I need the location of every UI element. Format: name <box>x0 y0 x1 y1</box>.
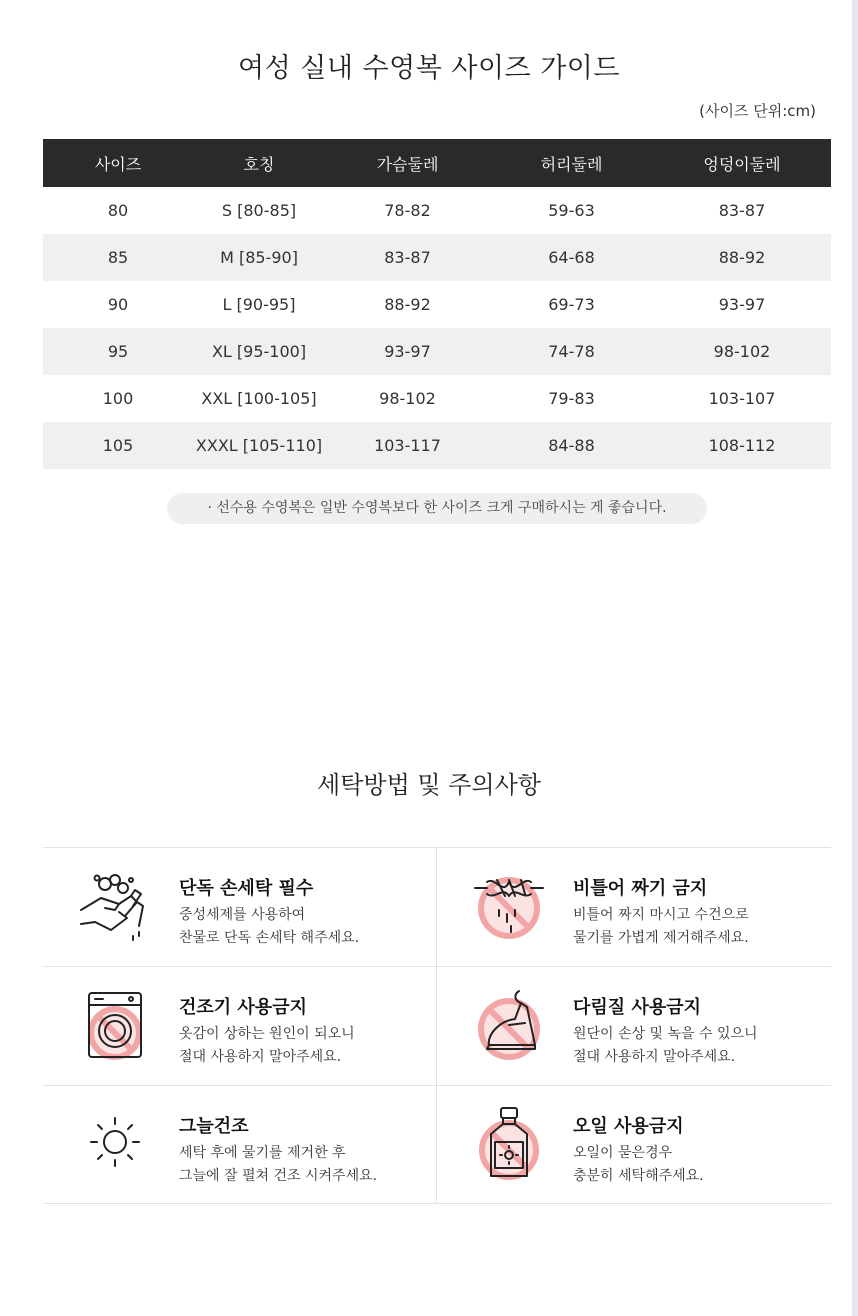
cell-bust: 88-92 <box>384 295 431 314</box>
care-description-line: 찬물로 단독 손세탁 해주세요. <box>179 930 360 946</box>
header-hip: 엉덩이둘레 <box>653 139 831 187</box>
care-description-line: 절대 사용하지 말아주세요. <box>573 1049 736 1065</box>
care-description-line: 옷감이 상하는 원인이 되오니 <box>179 1026 355 1042</box>
care-description <box>179 1023 429 1069</box>
header-bust: 가슴둘레 <box>325 139 490 187</box>
cell-label: L [90-95] <box>222 295 296 314</box>
care-description-line: 비틀어 짜지 마시고 수건으로 <box>573 907 749 923</box>
hand-wash-icon <box>75 866 155 946</box>
care-item-no-iron <box>437 967 830 1085</box>
cell-size: 90 <box>107 295 129 314</box>
care-grid <box>43 847 831 1204</box>
cell-label: XL [95-100] <box>193 328 325 375</box>
cell-size: 85 <box>43 234 193 281</box>
cell-bust: 83-87 <box>325 234 490 281</box>
cell-label: XXXL [105-110] <box>193 422 325 469</box>
header-size: 사이즈 <box>43 139 193 187</box>
care-description <box>573 1023 823 1069</box>
care-description-line: 그늘에 잘 펼쳐 건조 시켜주세요. <box>179 1168 378 1184</box>
care-heading: 오일 사용금지 <box>573 1116 684 1137</box>
page-edge <box>852 0 858 1316</box>
cell-waist: 64-68 <box>490 234 653 281</box>
cell-size: 105 <box>43 422 193 469</box>
table-row <box>43 328 831 375</box>
care-heading: 비틀어 짜기 금지 <box>573 878 708 899</box>
cell-label: XXL [100-105] <box>201 389 317 408</box>
cell-bust: 98-102 <box>379 389 436 408</box>
cell-waist: 79-83 <box>548 389 595 408</box>
table-row <box>43 187 831 234</box>
cell-hip: 88-92 <box>653 234 831 281</box>
care-description-line: 오일이 묻은경우 <box>573 1145 673 1161</box>
cell-label: M [85-90] <box>193 234 325 281</box>
care-description-line: 절대 사용하지 말아주세요. <box>179 1049 342 1065</box>
care-description <box>179 1142 429 1188</box>
table-row <box>43 422 831 469</box>
care-item-shade-dry <box>43 1086 436 1204</box>
cell-waist: 69-73 <box>548 295 595 314</box>
no-wring-icon <box>469 866 549 946</box>
size-tip: · 선수용 수영복은 일반 수영복보다 한 사이즈 크게 구매하시는 게 좋습니다. <box>167 493 707 524</box>
cell-bust: 78-82 <box>384 201 431 220</box>
size-table <box>43 139 831 469</box>
cell-hip: 108-112 <box>653 422 831 469</box>
care-heading: 그늘건조 <box>179 1116 249 1137</box>
care-item-hand-wash <box>43 848 436 966</box>
care-description-line: 충분히 세탁해주세요. <box>573 1168 704 1184</box>
header-label: 호칭 <box>193 139 325 187</box>
cell-size: 100 <box>102 389 134 408</box>
cell-bust: 93-97 <box>325 328 490 375</box>
care-description-line: 세탁 후에 물기를 제거한 후 <box>179 1145 346 1161</box>
care-description <box>573 1142 823 1188</box>
cell-waist: 74-78 <box>490 328 653 375</box>
no-iron-icon <box>469 985 549 1065</box>
cell-hip: 98-102 <box>653 328 831 375</box>
care-item-no-dryer <box>43 967 436 1085</box>
care-heading: 건조기 사용금지 <box>179 997 307 1018</box>
care-description-line: 중성세제를 사용하여 <box>179 907 306 923</box>
cell-size: 80 <box>107 201 129 220</box>
table-row <box>43 281 831 328</box>
table-row <box>43 375 831 422</box>
cell-hip: 83-87 <box>718 201 766 220</box>
care-heading: 다림질 사용금지 <box>573 997 701 1018</box>
care-description-line: 원단이 손상 및 녹을 수 있으니 <box>573 1026 758 1042</box>
care-description <box>573 904 823 950</box>
care-item-no-wring <box>437 848 830 966</box>
care-title: 세탁방법 및 주의사항 <box>317 771 541 799</box>
cell-label: S [80-85] <box>221 201 297 220</box>
table-row <box>43 234 831 281</box>
cell-hip: 93-97 <box>718 295 766 314</box>
no-oil-icon <box>469 1104 549 1184</box>
shade-dry-icon <box>75 1104 155 1184</box>
cell-waist: 59-63 <box>548 201 595 220</box>
header-waist: 허리둘레 <box>490 139 653 187</box>
no-dryer-icon <box>75 985 155 1065</box>
care-description-line: 물기를 가볍게 제거해주세요. <box>573 930 749 946</box>
care-item-no-oil <box>437 1086 830 1204</box>
cell-bust: 103-117 <box>325 422 490 469</box>
cell-size: 95 <box>43 328 193 375</box>
cell-waist: 84-88 <box>490 422 653 469</box>
unit-note: (사이즈 단위:cm) <box>699 102 816 120</box>
cell-hip: 103-107 <box>708 389 776 408</box>
page-title: 여성 실내 수영복 사이즈 가이드 <box>238 53 620 84</box>
care-heading: 단독 손세탁 필수 <box>179 878 314 899</box>
care-description <box>179 904 429 950</box>
table-header-row <box>43 139 831 187</box>
